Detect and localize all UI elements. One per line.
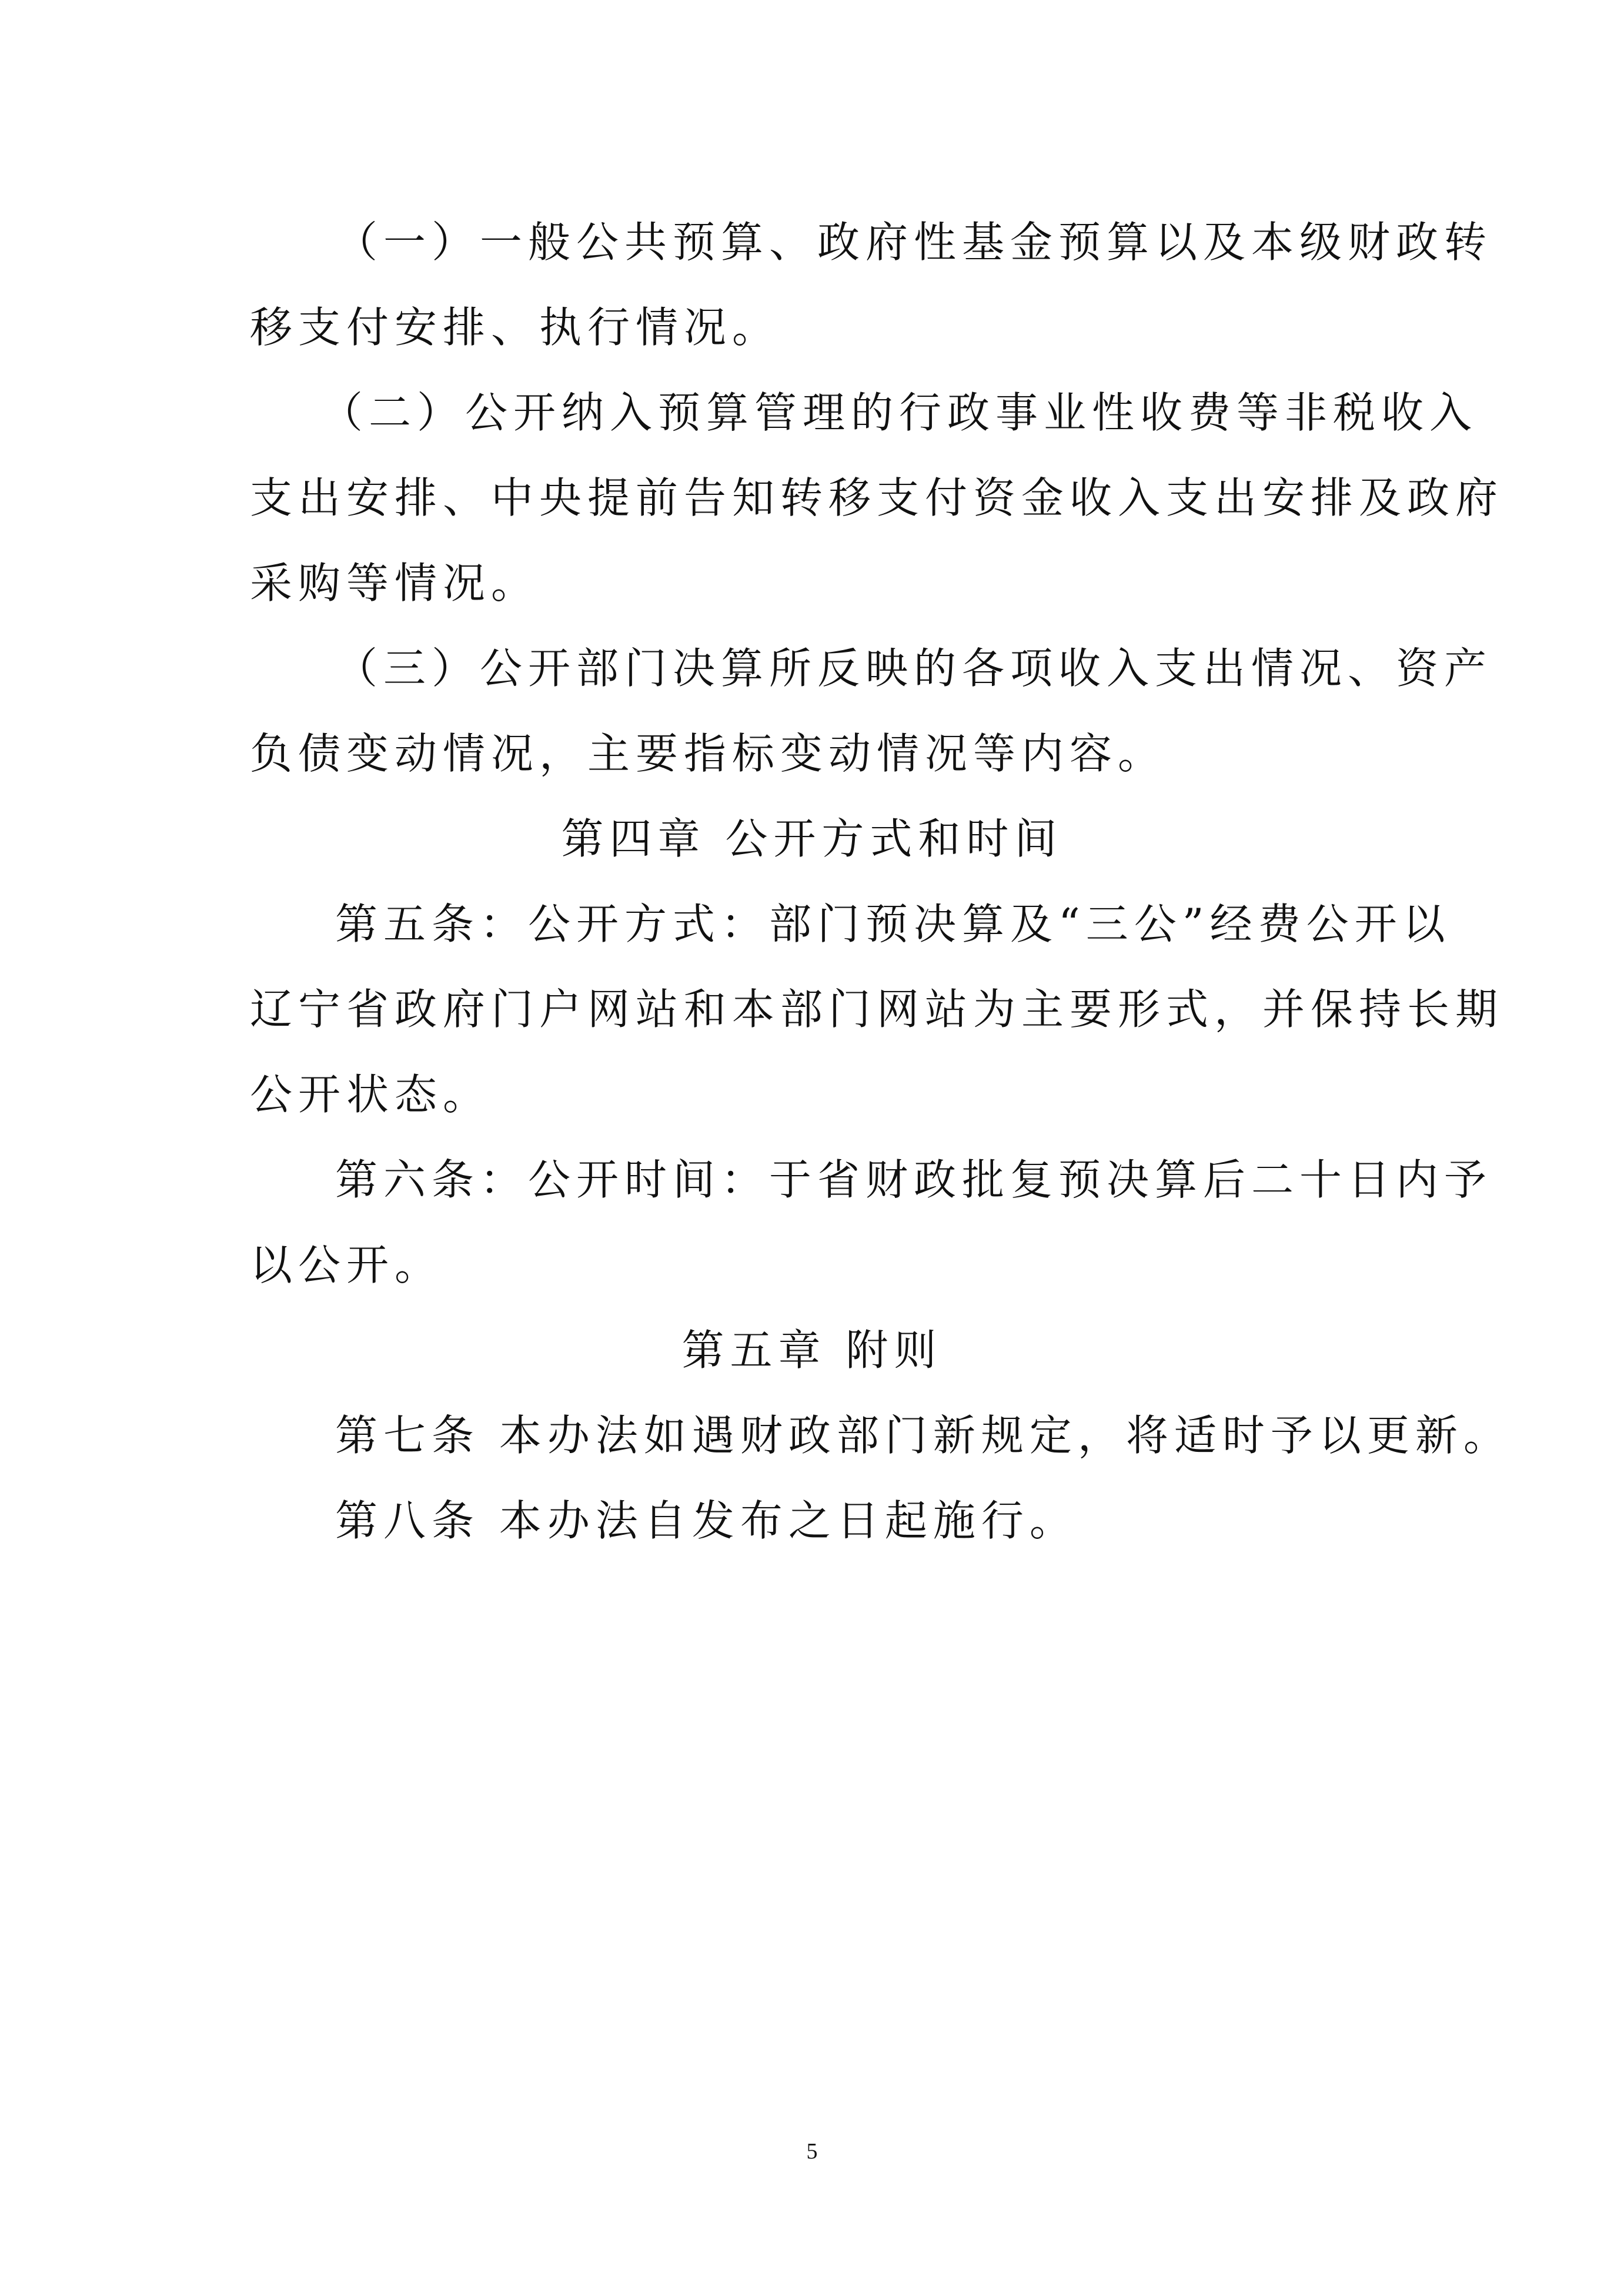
article-5-line-2: 辽宁省政府门户网站和本部门网站为主要形式，并保持长期 (250, 985, 1504, 1034)
paragraph-3-line-1: （三）公开部门决算所反映的各项收入支出情况、资产 (335, 644, 1493, 693)
article-7: 第七条 本办法如遇财政部门新规定，将适时予以更新。 (335, 1411, 1512, 1460)
paragraph-2-line-1: （二）公开纳入预算管理的行政事业性收费等非税收入 (320, 388, 1478, 437)
paragraph-2-line-2: 支出安排、中央提前告知转移支付资金收入支出安排及政府 (250, 473, 1504, 523)
paragraph-1-line-2: 移支付安排、执行情况。 (250, 303, 781, 352)
article-8: 第八条 本办法自发布之日起施行。 (335, 1496, 1078, 1545)
chapter-4-heading: 第四章 公开方式和时间 (561, 814, 1063, 863)
page-number: 5 (806, 2139, 818, 2164)
chapter-5-heading: 第五章 附则 (681, 1326, 943, 1375)
article-5-line-3: 公开状态。 (250, 1070, 492, 1119)
article-6-line-1: 第六条：公开时间：于省财政批复预决算后二十日内予 (335, 1155, 1493, 1204)
paragraph-1-line-1: （一）一般公共预算、政府性基金预算以及本级财政转 (335, 217, 1493, 267)
article-6-line-2: 以公开。 (250, 1240, 443, 1290)
paragraph-2-line-3: 采购等情况。 (250, 558, 540, 608)
paragraph-3-line-2: 负债变动情况，主要指标变动情况等内容。 (250, 729, 1167, 778)
article-5-line-1: 第五条：公开方式：部门预决算及“三公”经费公开以 (335, 899, 1451, 949)
